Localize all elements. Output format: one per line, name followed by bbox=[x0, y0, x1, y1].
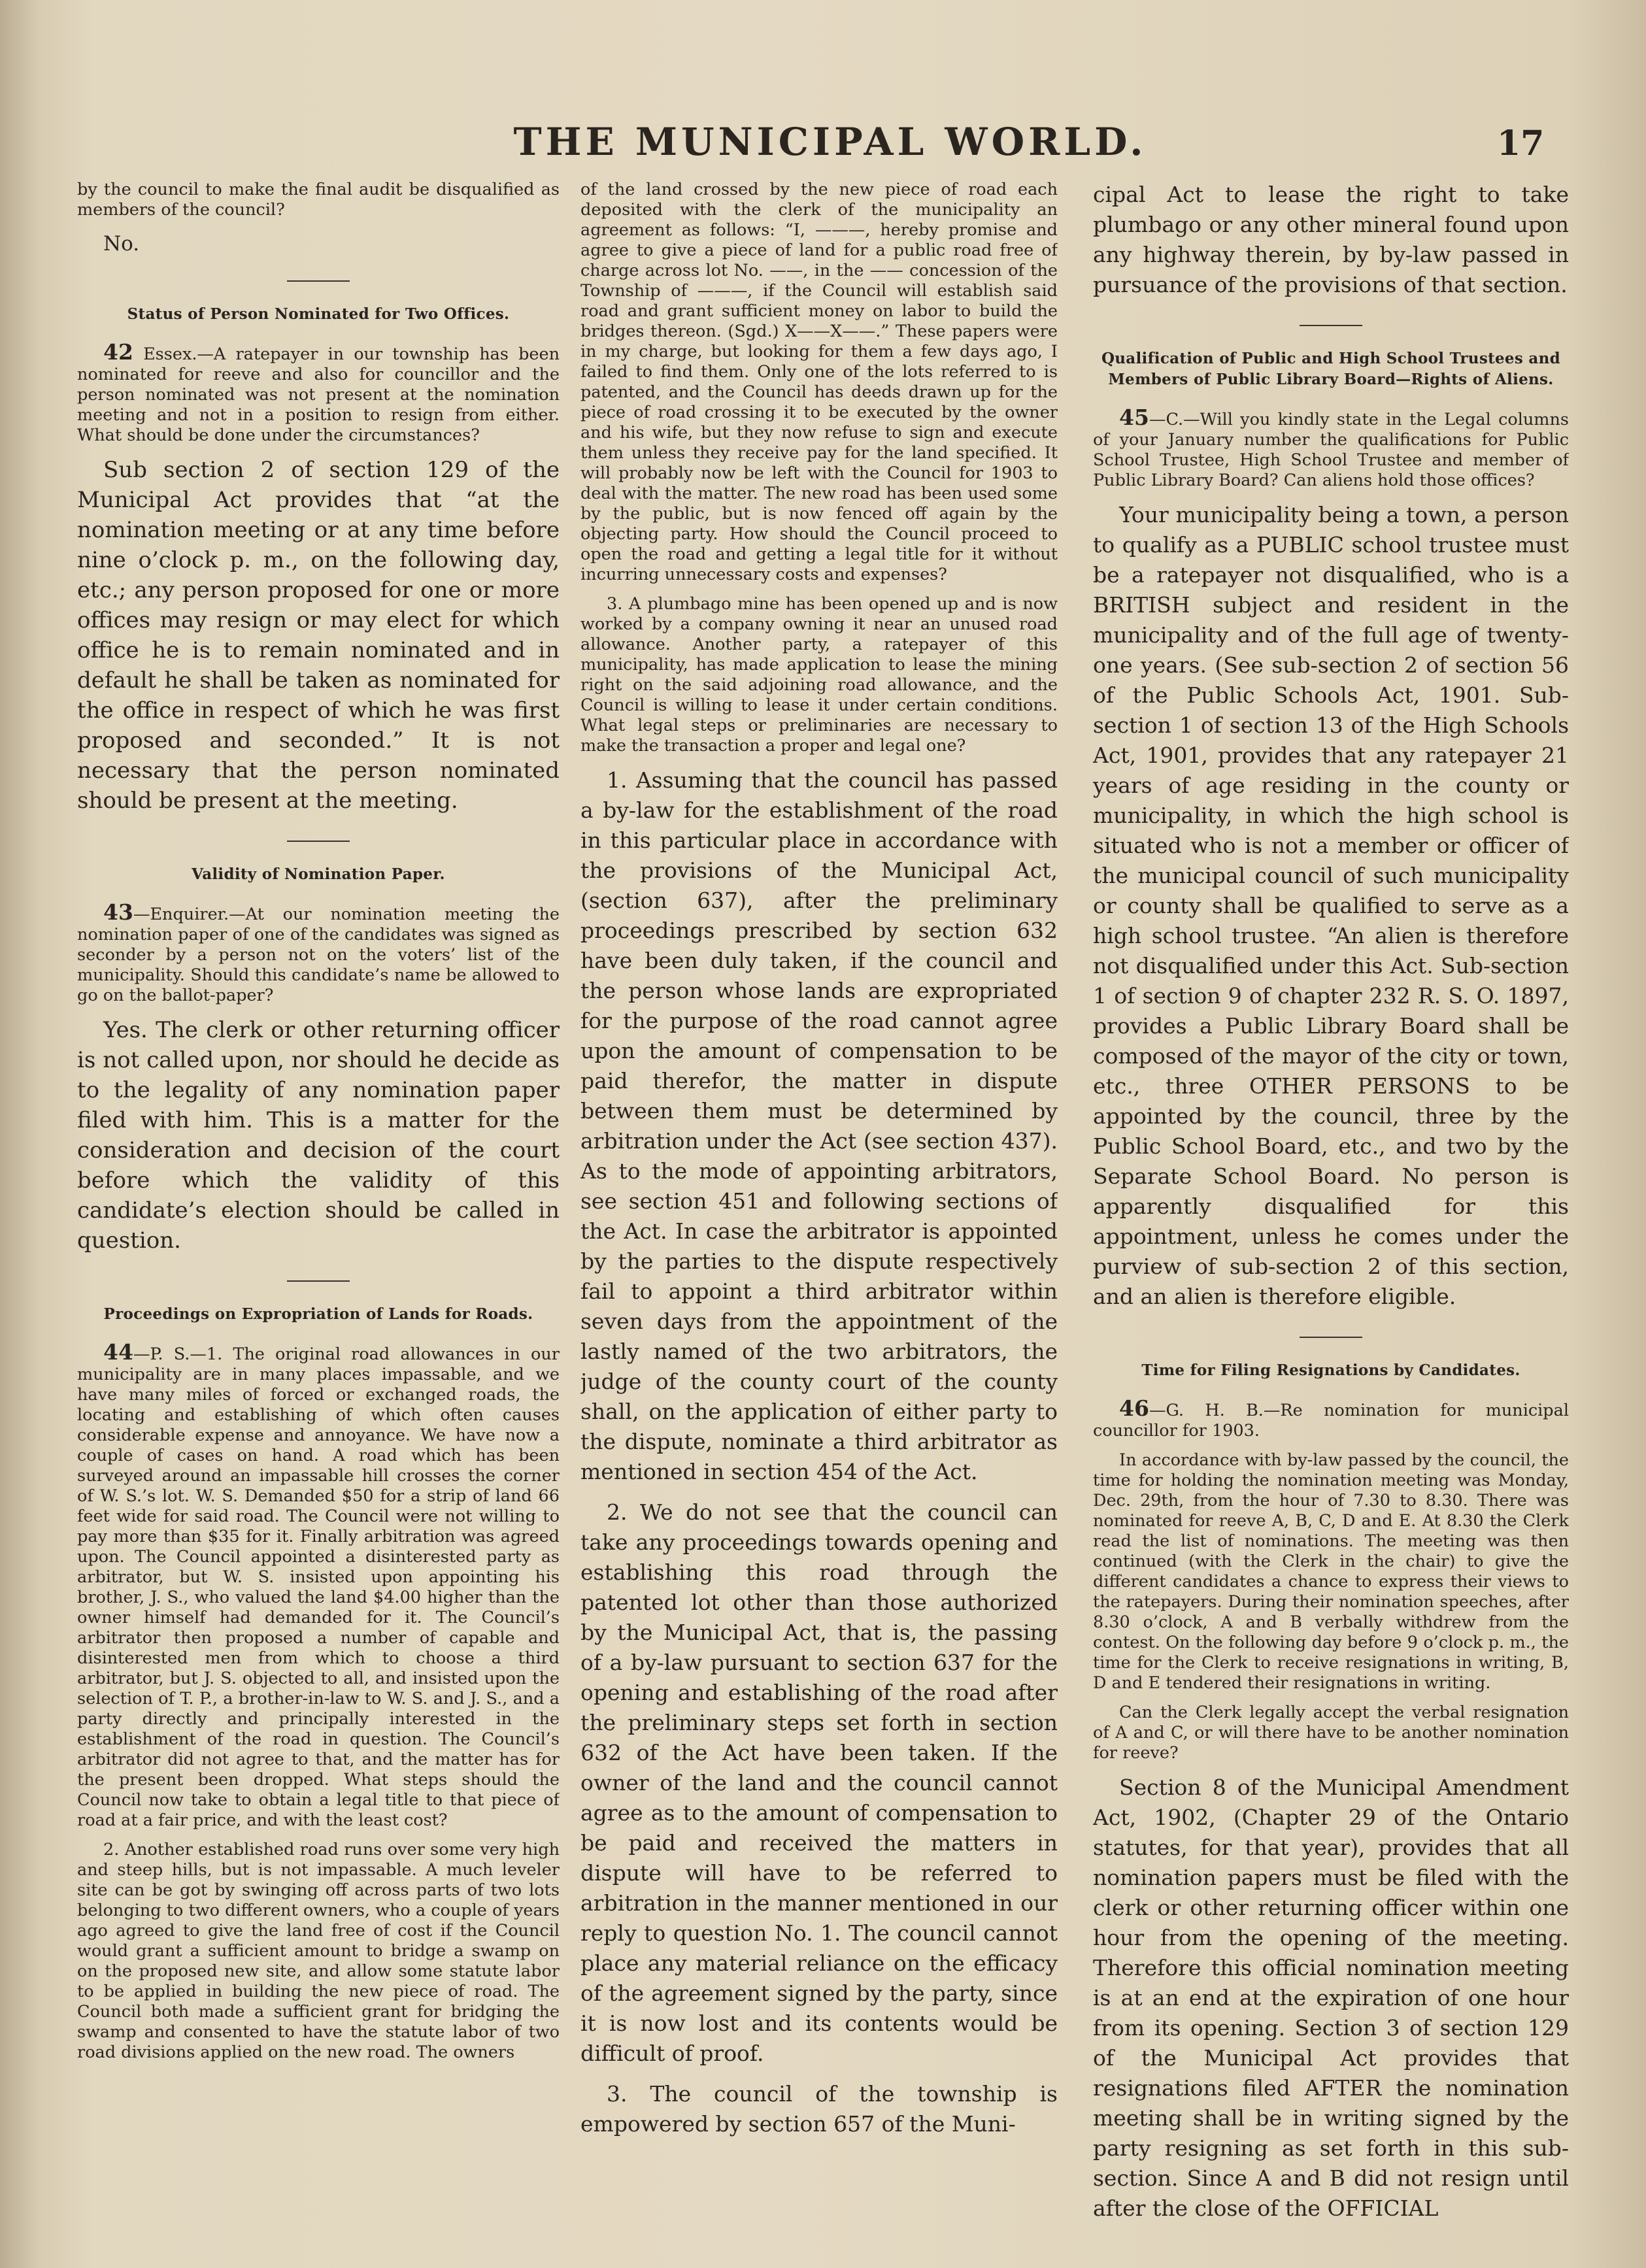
question-46-detail: In accordance with by-law passed by the council, the time for holding the nomination meeting was Monday, Dec. 29th, from the hour of 7.30 to 8.30. There was nominated for reeve A, B, C, D and E. At 8.30 the Clerk read the list of nominations. The meeting was then continued (with the Clerk in the chair) to give the different candidates a chance to express their views to the ratepayers. During their nomination speeches, after 8.30 o’clock, A and B verbally withdrew from the contest. On the following day before 9 o’clock p. m., the time for the Clerk to receive resignations in writing, B, D and E tendered their resignations in writing. bbox=[1093, 1450, 1569, 1693]
section-heading-42: Status of Person Nominated for Two Offices. bbox=[127, 305, 510, 323]
question-number-46: 46 bbox=[1119, 1395, 1149, 1421]
divider bbox=[287, 280, 350, 282]
question-number-42: 42 bbox=[103, 339, 133, 365]
answer-43: Yes. The clerk or other returning officer is not called upon, nor should he decide as to the legality of any nomination paper filed with him. This is a matter for the consideration and decision of the court before which the validity of this candidate’s election should be called in question. bbox=[77, 1017, 560, 1254]
column-3 bbox=[1093, 180, 1569, 2252]
intro-text: by the council to make the final audit be disqualified as members of the council? bbox=[77, 180, 560, 220]
publication-title: THE MUNICIPAL WORLD. bbox=[513, 120, 1147, 164]
question-45-text: —C.—Will you kindly state in the Legal columns of your January number the qualifications for Public School Trustee, High School Trustee and member of Public Library Board? Can aliens hold those offices? bbox=[1093, 410, 1569, 490]
page-number: 17 bbox=[1497, 124, 1545, 163]
answer-42: Sub section 2 of section 129 of the Municipal Act provides that “at the nomination meeting or at any time before nine o’clock p. m., on the following day, etc.; any person proposed for one or more offices may resign or may elect for which office he is to remain nominated and in default he shall be taken as nominated for the office in respect of which he was first proposed and seconded.” It is not necessary that the person nominated should be present at the meeting. bbox=[77, 457, 560, 814]
question-44-part2: 2. Another established road runs over some very high and steep hills, but is not impassable. A much leveler site can be got by swinging off across parts of two lots belonging to two different owners, who a couple of years ago agreed to give the land free of cost if the Council would grant a sufficient amount to bridge a swamp on on the proposed new site, and allow some statute labor to be applied in building the new piece of road. The Council both made a sufficient grant for bridging the swamp and consented to have the statute labor of two road divisions applied on the new road. The owners bbox=[77, 1840, 560, 2062]
question-42-text: Essex.—A ratepayer in our township has been nominated for reeve and also for councillor and the person nominated was not present at the nomination meeting and not in a position to resign from either. What should be done under the circumstances? bbox=[77, 344, 560, 445]
divider bbox=[287, 1280, 350, 1282]
question-46-text: —G. H. B.—Re nomination for municipal councillor for 1903. bbox=[1093, 1401, 1569, 1441]
section-heading-45: Qualification of Public and High School Trustees and Members of Public Library Board—Rights of Aliens. bbox=[1101, 350, 1561, 388]
divider bbox=[1300, 1337, 1362, 1338]
answer-44-part3-continued: cipal Act to lease the right to take plumbago or any other mineral found upon any highway therein, by by-law passed in pursuance of the provisions of that section. bbox=[1093, 182, 1569, 297]
question-42 bbox=[77, 339, 560, 446]
masthead bbox=[0, 114, 1646, 173]
column-1 bbox=[77, 180, 560, 2252]
column-2 bbox=[580, 180, 1058, 2252]
question-44-part1-text: —P. S.—1. The original road allowances in our municipality are in many places impassable, and we have many miles of forced or exchanged roads, the locating and establishing of which often causes considerable expense and annoyance. We have now a couple of cases on hand. A road which has been surveyed around an impassable hill crosses the corner of W. S.’s lot. W. S. Demanded $50 for a strip of land 66 feet wide for said road. The Council were not willing to pay more than $35 for it. Finally arbitration was agreed upon. The Council appointed a disinterested party as arbitrator, but W. S. insisted upon appointing his brother, J. S., who valued the land $4.00 higher than the owner himself had demanded for it. The Council’s arbitrator then proposed a number of capable and disinterested men from which to choose a third arbitrator, but J. S. objected to all, and insisted upon the selection of T. P., a brother-in-law to W. S. and J. S., and a party directly and principally interested in the establishment of the road in question. The Council’s arbitrator did not agree to that, and the matter has for the present been dropped. What steps should the Council now take to obtain a legal title to that piece of road at a fair price, and with the least cost? bbox=[77, 1344, 560, 1830]
answer-46: Section 8 of the Municipal Amendment Act, 1902, (Chapter 29 of the Ontario statutes, for that year), provides that all nomination papers must be filed with the clerk or other returning officer within one hour from the opening of the meeting. Therefore this official nomination meeting is at an end at the expiration of one hour from its opening. Section 3 of section 129 of the Municipal Act provides that resignations filed AFTER the nomination meeting shall be in writing signed by the party resigning as set forth in this sub-section. Since A and B did not resign until after the close of the OFFICIAL bbox=[1093, 1775, 1569, 2221]
answer-44-part1: 1. Assuming that the council has passed a by-law for the establishment of the road in this particular place in accordance with the provisions of the Municipal Act, (section 637), after the preliminary proceedings prescribed by section 632 have been duly taken, if the council and the person whose lands are expropriated for the purpose of the road cannot agree upon the amount of compensation to be paid therefor, the matter in dispute between them must be determined by arbitration under the Act (see section 437). As to the mode of appointing arbitrators, see section 451 and following sections of the Act. In case the arbitrator is appointed by the parties to the dispute respectively fail to appoint a third arbitrator within seven days from the appointment of the lastly named of the two arbitrators, the judge of the county court of the county shall, on the application of either party to the dispute, nominate a third arbitrator as mentioned in section 454 of the Act. bbox=[580, 767, 1058, 1484]
divider bbox=[1300, 325, 1362, 326]
question-44-continued: of the land crossed by the new piece of road each deposited with the clerk of the municipality an agreement as follows: “I, ———, hereby promise and agree to give a piece of land for a public road free of charge across lot No. ——, in the —— concession of the Township of ———, if the Council will establish said road and grant sufficient money on labor to build the bridges thereon. (Sgd.) X——X——.” These papers were in my charge, but looking for them a few days ago, I failed to find them. Only one of the lots referred to is patented, and the Council has deeds drawn up for the piece of road crossing it to be executed by the owner and his wife, but they now refuse to sign and execute them unless they receive pay for the land specified. It will probably now be left with the Council for 1903 to deal with the matter. The new road has been used some by the public, but is now fenced off again by the objecting party. How should the Council proceed to open the road and getting a legal title for it without incurring unnecessary costs and expenses? bbox=[580, 180, 1058, 584]
question-43 bbox=[77, 899, 560, 1006]
answer-45: Your municipality being a town, a person to qualify as a PUBLIC school trustee must be a ratepayer not disqualified, who is a BRITISH subject and resident in the municipality and of the full age of twenty-one years. (See sub-section 2 of section 56 of the Public Schools Act, 1901. Sub-section 1 of section 13 of the High Schools Act, 1901, provides that any ratepayer 21 years of age residing in the county or municipality, in which the high school is situated who is not a member or officer of the municipal council of such municipality or county shall be qualified to serve as a high school trustee. “An alien is therefore not disqualified under this Act. Sub-section 1 of section 9 of chapter 232 R. S. O. 1897, provides a Public Library Board shall be composed of the mayor of the city or town, etc., three OTHER PERSONS to be appointed by the council, three by the Public School Board, etc., and two by the Separate School Board. No person is apparently disqualified for this appointment, unless he comes under the purview of sub-section 2 of this section, and an alien is therefore eligible. bbox=[1093, 502, 1569, 1309]
section-heading-44: Proceedings on Expropriation of Lands for Roads. bbox=[103, 1305, 533, 1323]
divider bbox=[287, 841, 350, 842]
intro-answer: No. bbox=[103, 232, 140, 256]
question-46 bbox=[1093, 1395, 1569, 1441]
question-number-45: 45 bbox=[1119, 405, 1149, 430]
question-46-detail-2: Can the Clerk legally accept the verbal resignation of A and C, or will there have to be another nomination for reeve? bbox=[1093, 1703, 1569, 1763]
section-heading-43: Validity of Nomination Paper. bbox=[192, 865, 445, 883]
question-44-part1 bbox=[77, 1339, 560, 1831]
question-number-43: 43 bbox=[103, 899, 133, 925]
section-heading-46: Time for Filing Resignations by Candidates. bbox=[1141, 1361, 1520, 1379]
question-number-44: 44 bbox=[103, 1339, 133, 1365]
answer-44-part2: 2. We do not see that the council can take any proceedings towards opening and establishing this road through the patented lot other than those authorized by the Municipal Act, that is, the passing of a by-law pursuant to section 637 for the opening and establishing of the road after the preliminary steps set forth in section 632 of the Act have been taken. If the owner of the land and the council cannot agree as to the amount of compensation to be paid and received the matters in dispute will have to be referred to arbitration in the manner mentioned in our reply to question No. 1. The council cannot place any material reliance on the efficacy of the agreement signed by the party, since it is now lost and its contents would be difficult of proof. bbox=[580, 1499, 1058, 2066]
answer-44-part3: 3. The council of the township is empowered by section 657 of the Muni- bbox=[580, 2081, 1058, 2137]
question-43-text: —Enquirer.—At our nomination meeting the nomination paper of one of the candidates was signed as seconder by a person not on the voters’ list of the municipality. Should this candidate’s name be allowed to go on the ballot-paper? bbox=[77, 905, 560, 1005]
question-45 bbox=[1093, 407, 1569, 491]
question-44-part3: 3. A plumbago mine has been opened up and is now worked by a company owning it near an unused road allowance. Another party, a ratepayer of this municipality, has made application to lease the mining right on the said adjoining road allowance, and the Council is willing to lease it under certain conditions. What legal steps or preliminaries are necessary to make the transaction a proper and legal one? bbox=[580, 594, 1058, 756]
